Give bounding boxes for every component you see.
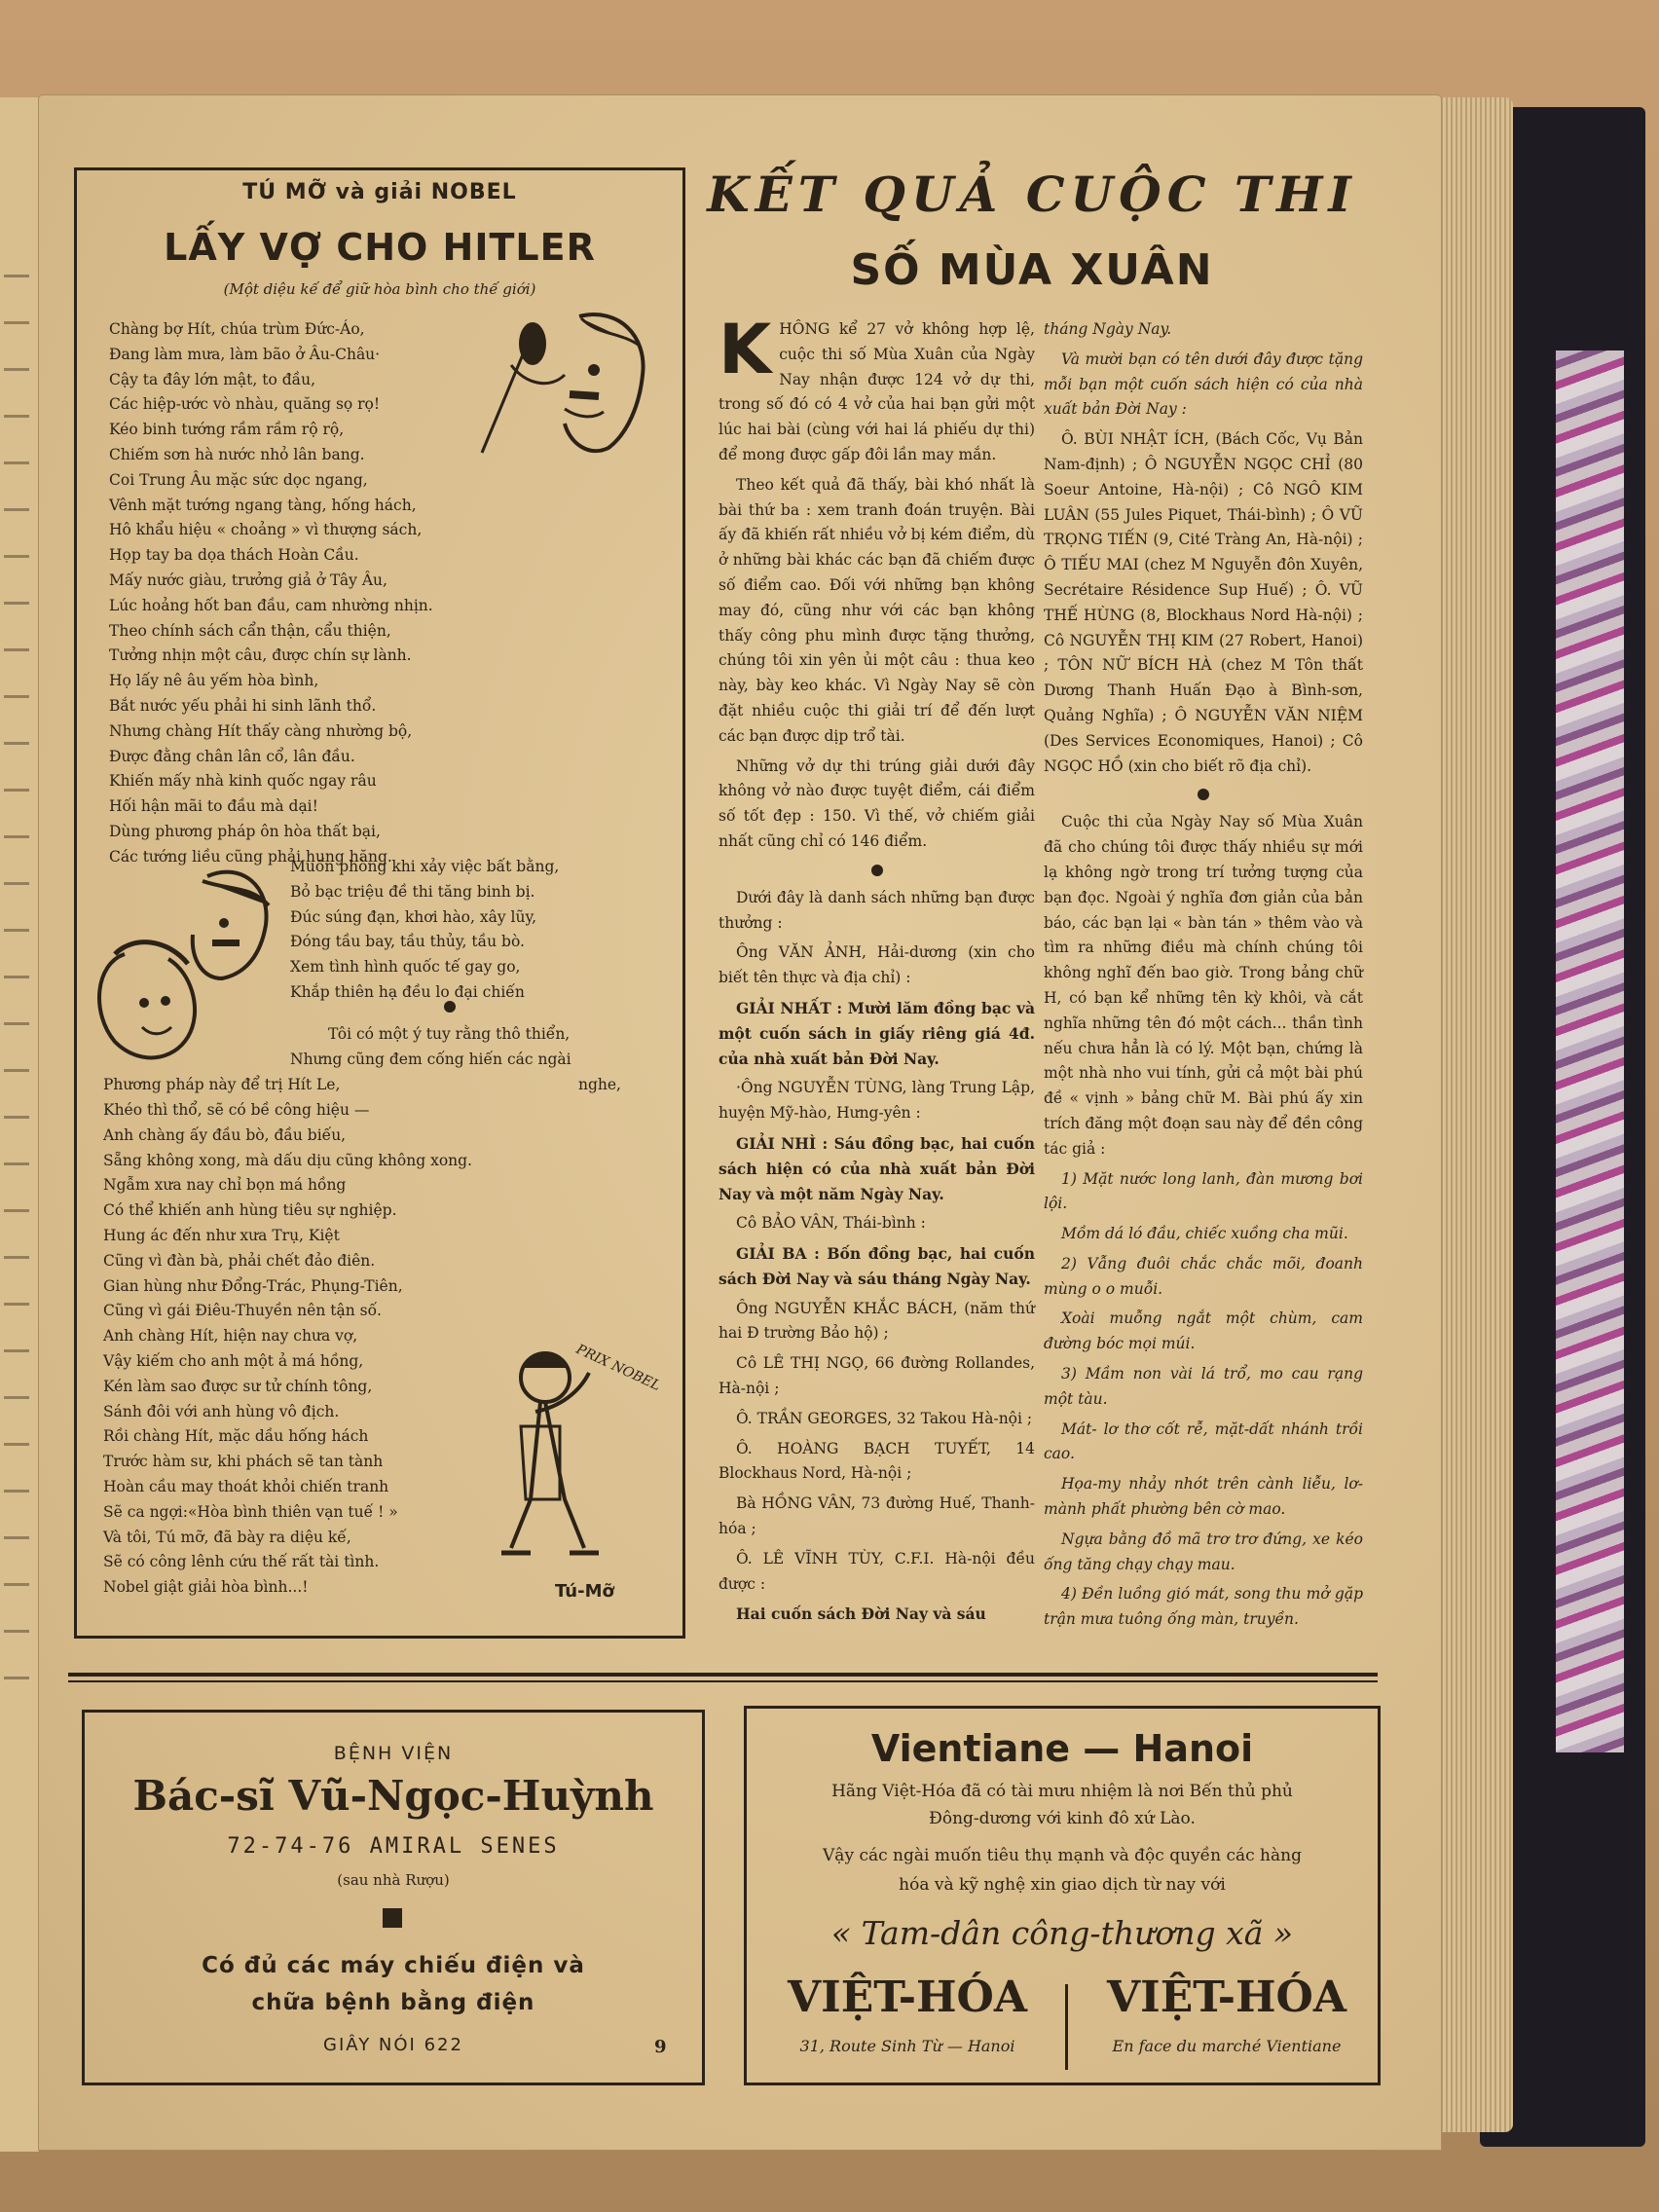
poem-line: Kéo binh tướng rầm rầm rộ rộ, xyxy=(109,421,345,439)
vietin-hoa-addr-right: En face du marché Vientiane xyxy=(1112,2037,1342,2055)
verse-line: Mát- lơ thơ cốt rễ, mặt-dất nhánh trồi cao. xyxy=(1044,1419,1363,1463)
verse-line: Xoài muỗng ngắt một chùm, cam đường bóc mọi múi. xyxy=(1044,1309,1363,1353)
hospital-ad-note: (sau nhà Rượu) xyxy=(337,1871,450,1889)
winner-entry: Cô LÊ THỊ NGỌ, 66 đường Rollandes, Hà-nội ; xyxy=(719,1354,1035,1398)
poem-line: Phương pháp này để trị Hít Le, xyxy=(103,1076,341,1093)
poem-line: Vênh mặt tướng ngang tàng, hống hách, xyxy=(109,496,417,514)
poem-lines-d xyxy=(103,1098,472,1601)
poem-line: Vậy kiếm cho anh một ả má hồng, xyxy=(103,1351,364,1370)
separator-dot xyxy=(871,865,883,876)
poem-line: Anh chàng Hít, hiện nay chưa vợ, xyxy=(103,1327,358,1346)
couple-caricature-sketch xyxy=(86,857,290,1081)
poem-line: Sánh đôi với anh hùng vô địch. xyxy=(103,1402,340,1420)
prize-third: GIẢI BA : Bốn đồng bạc, hai cuốn sách Đời Nay và sáu tháng Ngày Nay. xyxy=(719,1244,1035,1288)
poem-line: Cậy ta đây lớn mật, to đầu, xyxy=(109,370,316,388)
vietin-hoa-brand-right: VIỆT-HÓA xyxy=(1106,1972,1347,2022)
hospital-ad-phone: GIÂY NÓI 622 xyxy=(323,2035,463,2055)
poem-line: Cũng vì gái Điêu-Thuyền nên tận số. xyxy=(103,1302,382,1320)
contest-paragraph: HÔNG kể 27 vở không hợp lệ, cuộc thi số Mùa Xuân của Ngày Nay nhận được 124 vở dự thi, trong số đó có 4 vở của hai bạn gửi một lúc hai bài (cùng với hai lá phiếu dự thi) để mong được gấp đôi lần may mắn. xyxy=(719,320,1035,463)
poem-subtitle: (Một diệu kế để giữ hòa bình cho thế giới) xyxy=(223,280,536,298)
poem-line: Chàng bợ Hít, chúa trùm Đức-Áo, xyxy=(109,320,365,338)
contest-column-1 xyxy=(719,310,1035,1632)
contest-column-2 xyxy=(1044,317,1363,1638)
prize-second: GIẢI NHÌ : Sáu đồng bạc, hai cuốn sách hiện có của nhà xuất bản Đời Nay và một năm Ngày Nay. xyxy=(719,1133,1035,1203)
prize-first: GIẢI NHẤT : Mười lăm đồng bạc và một cuốn sách in giấy riêng giá 4đ. của nhà xuất bản Đời Nay. xyxy=(719,998,1035,1068)
poem-line: Coi Trung Âu mặc sức dọc ngang, xyxy=(109,470,368,489)
contest-paragraph: Và mười bạn có tên dưới đây được tặng mỗi bạn một cuốn sách hiện có của nhà xuất bản Đời Nay : xyxy=(1044,350,1363,419)
poem-line: Khiến mấy nhà kinh quốc ngay râu xyxy=(109,772,377,791)
hospital-ad-desc-line: Có đủ các máy chiếu điện và xyxy=(202,1953,585,1978)
poem-line: Sẽ ca ngợi:«Hòa bình thiên vạn tuế ! » xyxy=(103,1502,398,1521)
contest-title-line1: KẾT QUẢ CUỘC THI xyxy=(707,166,1357,223)
winner-entry: Ô. LÊ VĨNH TÙY, C.F.I. Hà-nội đều được : xyxy=(719,1549,1035,1593)
hospital-ad-desc-line: chữa bệnh bằng điện xyxy=(251,1990,535,2015)
poem-line: Theo chính sách cẩn thận, cẩu thiện, xyxy=(109,621,391,640)
poem-line: Đang làm mưa, làm bão ở Âu-Châu· xyxy=(109,345,381,363)
page-number: 9 xyxy=(654,2037,667,2057)
poem-line: Chiếm sơn hà nước nhỏ lân bang. xyxy=(109,445,365,463)
poem-line: Mấy nước giàu, trưởng giả ở Tây Âu, xyxy=(109,571,387,589)
hospital-ad-label: BỆNH VIỆN xyxy=(333,1743,454,1764)
poem-line: Rồi chàng Hít, mặc dầu hống hách xyxy=(103,1427,369,1446)
poem-line: Hung ác đến như xưa Trụ, Kiệt xyxy=(103,1226,340,1244)
verse-line: Ngựa bằng đồ mã trơ trơ đứng, xe kéo ống tăng chạy chạy mau. xyxy=(1044,1530,1363,1573)
poem-line: Được đằng chân lân cổ, lân đầu. xyxy=(109,747,355,765)
vietin-hoa-addr-left: 31, Route Sinh Từ — Hanoi xyxy=(799,2037,1015,2055)
winner-entry: Ông VĂN ẢNH, Hải-dương (xin cho biết tên thực và địa chỉ) : xyxy=(719,943,1035,987)
hitler-caricature-sketch xyxy=(472,297,657,462)
contest-paragraph: Dưới đây là danh sách những bạn được thưởng : xyxy=(719,888,1035,932)
separator-dot xyxy=(444,1001,456,1013)
poem-line: Các hiệp-ước vò nhàu, quăng sọ rọ! xyxy=(109,395,381,414)
poem-line: Tôi có một ý tuy rằng thô thiển, xyxy=(328,1025,571,1043)
verse-line: Mồm dá ló đầu, chiếc xuồng cha mũi. xyxy=(1061,1225,1348,1243)
hospital-ad-doctor-name: Bác-sĩ Vũ-Ngọc-Huỳnh xyxy=(132,1772,654,1820)
poem-line: Muốn phòng khi xảy việc bất bằng, xyxy=(290,858,560,875)
poem-line: Nhưng cũng đem cống hiến các ngài xyxy=(290,1051,571,1068)
poem-line: Bắt nước yếu phải hi sinh lãnh thổ. xyxy=(109,696,377,715)
poem-line: Bỏ bạc triệu đề thi tăng binh bị. xyxy=(290,882,535,901)
vietin-hoa-brand-left: VIỆT-HÓA xyxy=(787,1972,1028,2022)
poem-line: Hối hận mãi to đầu mà dại! xyxy=(109,797,318,816)
prix-nobel-label: PRIX NOBEL xyxy=(573,1342,663,1394)
winner-entry: Bà HỒNG VÂN, 73 đường Huế, Thanh-hóa ; xyxy=(719,1494,1035,1538)
poem-line: Các tướng liều cũng phải hung hăng. xyxy=(109,847,392,866)
poem-lines-a xyxy=(109,317,433,870)
poem-line: Nhưng chàng Hít thấy càng nhường bộ, xyxy=(109,721,413,740)
verse-line: 1) Mặt nước long lanh, đàn mương bơi lội. xyxy=(1044,1169,1363,1213)
marbled-edge xyxy=(1556,350,1624,1752)
section-divider-rule xyxy=(68,1680,1378,1682)
poem-line: Anh chàng ấy đầu bò, đầu biếu, xyxy=(103,1125,347,1144)
verse-line: 4) Đền luồng gió mát, song thu mở gặp trận mưa tuông ống màn, truyền. xyxy=(1044,1585,1363,1629)
winner-entry: Ô. HOÀNG BẠCH TUYẾT, 14 Blockhaus Nord, Hà-nội ; xyxy=(719,1439,1035,1483)
prize-consolation: Hai cuốn sách Đời Nay và sáu xyxy=(736,1604,986,1624)
contest-paragraph: Cuộc thi của Ngày Nay số Mùa Xuân đã cho chúng tôi được thấy nhiều sự mới lạ không ngờ trong trí tưởng tượng của bạn đọc. Ngoài ý nghĩa đơn giản của bản báo, các bạn lại « bàn tán » thêm vào và tìm ra những điều mà chính chúng tôi không nghĩ đến bao giờ. Trong bảng chữ H, có bạn kể những tên kỳ khôi, và cắt nghĩa những tên đó một cách... thần tình nếu chưa hẳn là có lý. Một bạn, chứng là một nhà nho vui tính, gửi cả một bài phú đề « vịnh » bảng chữ M. Bài phú ấy xin trích đăng một đoạn sau này để đền công tác giả : xyxy=(1044,813,1363,1158)
poem-line: Dùng phương pháp ôn hòa thất bại, xyxy=(109,822,381,840)
vietin-hoa-divider xyxy=(1065,1984,1068,2070)
separator-dot xyxy=(1198,789,1209,800)
winners-list: Ô. BÙI NHẬT ÍCH, (Bách Cốc, Vụ Bản Nam-định) ; Ô NGUYỄN NGỌC CHỈ (80 Soeur Antoine, Hà-nội) ; Cô NGÔ KIM LUÂN (55 Jules Piquet, Thái-bình) ; Ô VŨ TRỌNG TIẾN (9, Cité Tràng An, Hà-nội) ; Ô TIẾU MAI (chez M Nguyễn đôn Xuyên, Secrétaire Résidence Sup Huế) ; Ô. VŨ THẾ HÙNG (8, Blockhaus Nord Hà-nội) ; Cô NGUYỄN THỊ KIM (27 Robert, Hanoi) ; TÔN NỮ BÍCH HÀ (chez M Tôn thất Dương Thanh Huấn Đạo à Bình-sơn, Quảng Nghĩa) ; Ô NGUYỄN VĂN NIỆM (Des Services Economiques, Hanoi) ; Cô NGỌC HỒ (xin cho biết rõ địa chỉ). xyxy=(1044,430,1363,775)
verse-line: 3) Mầm non vài lá trổ, mo cau rạng một tàu. xyxy=(1044,1365,1363,1408)
hospital-ad-box xyxy=(82,1710,705,2085)
poem-line: Họp tay ba dọa thách Hoàn Cầu. xyxy=(109,546,359,565)
poem-lines-b xyxy=(290,855,559,1006)
poem-line: Hô khẩu hiệu « choảng » vì thượng sách, xyxy=(109,521,423,539)
vietin-hoa-ad-text: Hãng Việt-Hóa đã có tài mưu nhiệm là nơi Bến thủ phủ xyxy=(831,1782,1293,1801)
left-page-edge xyxy=(0,97,39,2152)
poem-line: Tưởng nhịn một câu, được chín sự lành. xyxy=(109,646,412,665)
poem-line: Sẽ có công lênh cứu thế rất tài tình. xyxy=(103,1553,380,1571)
hospital-ad-address: 72-74-76 AMIRAL SENES xyxy=(227,1834,560,1859)
poem-title: LẤY VỢ CHO HITLER xyxy=(164,226,596,269)
verse-line: Họa-my nhảy nhót trên cành liễu, lơ-mành phất phường bên cờ mao. xyxy=(1044,1475,1363,1519)
poem-line: Hoàn cầu may thoát khỏi chiến tranh xyxy=(103,1477,389,1495)
poem-header: TÚ MỠ và giải NOBEL xyxy=(242,180,517,204)
contest-title-line2: SỐ MÙA XUÂN xyxy=(850,245,1214,295)
vietin-hoa-ad-slogan: « Tam-dân công-thương xã » xyxy=(830,1914,1294,1952)
poem-line: Khắp thiên hạ đều lo đại chiến xyxy=(290,982,525,1001)
poem-line: Xem tình hình quốc tế gay go, xyxy=(290,958,521,977)
poem-line: Họ lấy nê âu yếm hòa bình, xyxy=(109,672,319,690)
poem-line: Đóng tầu bay, tầu thủy, tầu bò. xyxy=(290,933,525,951)
verse-line: 2) Vẫng đuôi chắc chắc mõi, đoanh mùng o o muỗi. xyxy=(1044,1254,1363,1298)
poem-line: Cũng vì đàn bà, phải chết đảo điên. xyxy=(103,1251,376,1270)
contest-paragraph: Theo kết quả đã thấy, bài khó nhất là bài thứ ba : xem tranh đoán truyện. Bài ấy đã khiến rất nhiều vở bị kém điểm, dù ở những bài khác các bạn đã chiếm được số điểm cao. Đối với những bạn không may đó, cũng như với các bạn không thấy công phu mình được tặng thưởng, chúng tôi xin yên ủi một câu : thua keo này, bày keo khác. Vì Ngày Nay sẽ còn đặt nhiều cuộc thi giải trí để đến lượt các bạn được dịp trổ tài. xyxy=(719,475,1035,745)
poem-signature: Tú-Mỡ xyxy=(555,1581,614,1602)
poem-line: Có thể khiến anh hùng tiêu sự nghiệp. xyxy=(103,1201,397,1220)
page-stack xyxy=(1433,97,1513,2132)
poem-line: Kén làm sao được sư tử chính tông, xyxy=(103,1377,373,1395)
drop-cap: K xyxy=(719,310,772,389)
vietin-hoa-ad-text: Đông-dương với kinh đô xứ Lào. xyxy=(929,1809,1196,1828)
vietin-hoa-ad-text: Vậy các ngài muốn tiêu thụ mạnh và độc quyền các hàng xyxy=(823,1846,1302,1865)
square-bullet-icon xyxy=(383,1908,402,1928)
poem-line: Lúc hoảng hốt ban đầu, cam nhường nhịn. xyxy=(109,596,433,614)
poem-line: Nobel giật giải hòa bình...! xyxy=(103,1578,309,1597)
poem-line: Đúc súng đạn, khơi hào, xây lũy, xyxy=(290,907,537,926)
section-divider-rule xyxy=(68,1673,1378,1677)
poem-line: Gian hùng như Đổng-Trác, Phụng-Tiên, xyxy=(103,1276,403,1295)
winner-entry: Cô BẢO VÂN, Thái-bình : xyxy=(736,1214,926,1233)
poem-line: Sẵng không xong, mà dấu dịu cũng không xong. xyxy=(103,1151,472,1169)
poem-line: Và tôi, Tú mỡ, đã bày ra diệu kế, xyxy=(103,1528,351,1546)
poem-line: Ngẫm xưa nay chỉ bọn má hồng xyxy=(103,1176,347,1195)
poem-line: Trước hàm sư, khi phách sẽ tan tành xyxy=(103,1453,384,1471)
vietin-hoa-ad-text: hóa và kỹ nghệ xin giao dịch từ nay với xyxy=(899,1875,1226,1895)
poem-line: nghe, xyxy=(578,1076,621,1093)
contest-paragraph: tháng Ngày Nay. xyxy=(1044,320,1172,338)
winner-entry: Ông NGUYỄN KHẮC BÁCH, (năm thứ hai Đ trường Bảo hộ) ; xyxy=(719,1299,1035,1343)
contest-paragraph: Những vở dự thi trúng giải dưới đây không vở nào được tuyệt điểm, cái điểm số tốt đẹp : 150. Vì thế, vở chiếm giải nhất cũng chỉ có 146 điểm. xyxy=(719,756,1035,850)
poem-line: Khéo thì thổ, sẽ có bề công hiệu — xyxy=(103,1101,370,1119)
winner-entry: ·Ông NGUYỄN TÙNG, làng Trung Lập, huyện Mỹ-hào, Hưng-yên : xyxy=(719,1079,1035,1123)
vietin-hoa-ad-title: Vientiane — Hanoi xyxy=(870,1727,1254,1770)
winner-entry: Ô. TRẦN GEORGES, 32 Takou Hà-nội ; xyxy=(736,1409,1033,1427)
